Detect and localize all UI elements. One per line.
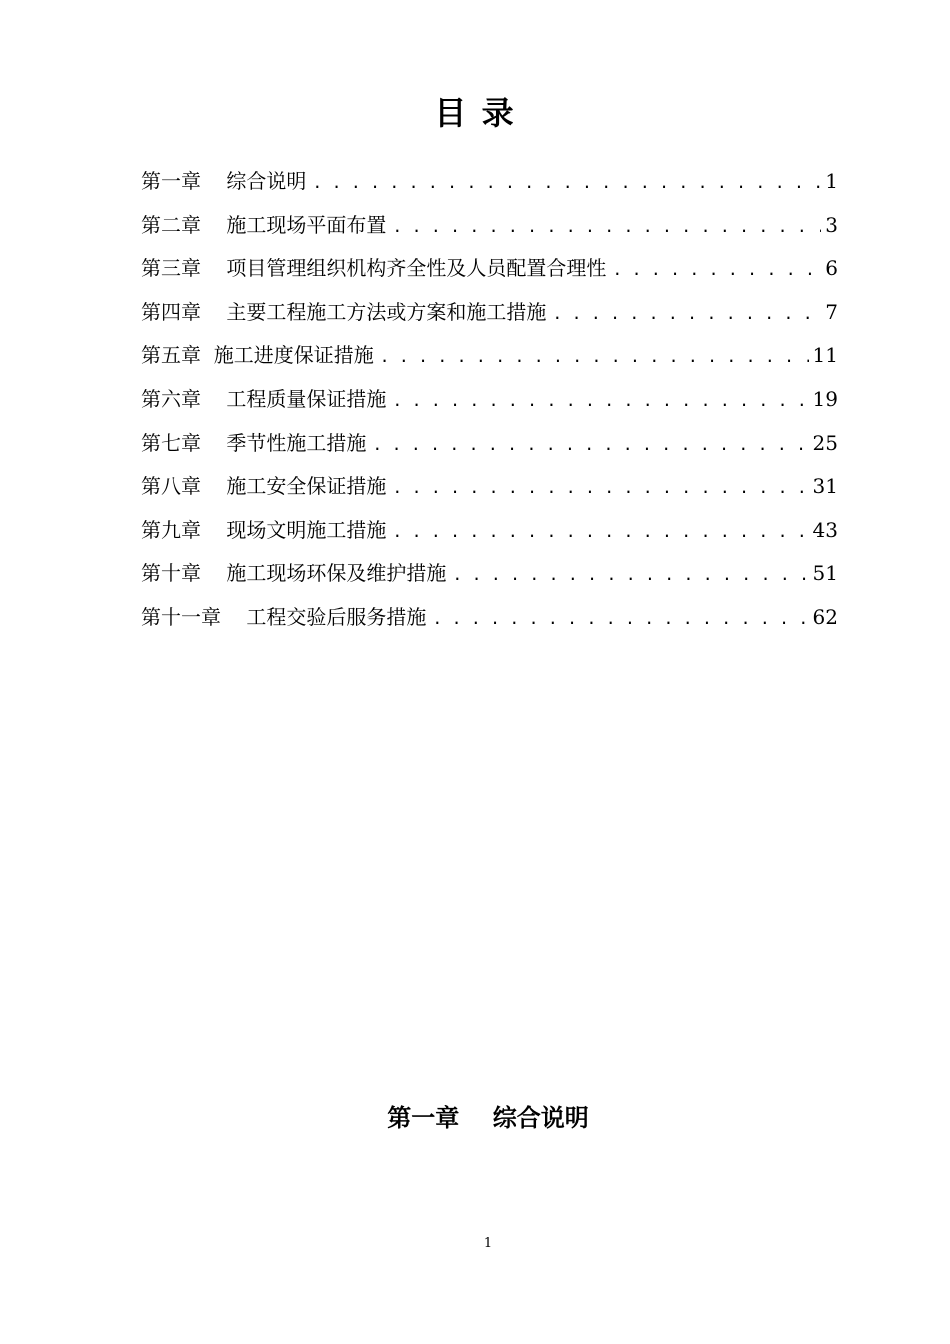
toc-entry-page: 43: [812, 517, 838, 542]
toc-entry-chapter-4[interactable]: [141, 291, 838, 335]
toc-entry-page: 1: [825, 169, 838, 193]
toc-entry-chapter-6[interactable]: [141, 378, 838, 422]
toc-entry-chapter-5[interactable]: [141, 334, 838, 378]
toc-dot-leader: [380, 335, 809, 379]
toc-entry-page: 51: [812, 561, 838, 586]
toc-entry-text: 第四章 主要工程施工方法或方案和施工措施: [141, 299, 547, 324]
toc-dot-leader: [392, 379, 808, 423]
toc-dot-leader: [392, 510, 808, 554]
toc-entry-text: 第七章 季节性施工措施: [141, 430, 367, 455]
toc-entry-page: 7: [825, 299, 838, 324]
toc-entry-text: 第六章 工程质量保证措施: [141, 386, 387, 411]
toc-entry-text: 第十一章 工程交验后服务措施: [141, 604, 427, 629]
toc-entry-chapter-10[interactable]: [141, 552, 838, 596]
toc-dot-leader: [552, 292, 821, 336]
toc-entry-page: 62: [812, 604, 838, 629]
toc-entry-page: 11: [812, 343, 838, 368]
toc-entry-chapter-3[interactable]: [141, 247, 838, 291]
toc-entry-page: 3: [825, 212, 838, 237]
toc-entry-chapter-1[interactable]: [141, 160, 838, 204]
toc-list: [141, 160, 838, 640]
toc-entry-page: 6: [825, 256, 838, 281]
toc-dot-leader: [432, 597, 808, 641]
toc-entry-text: 第五章 施工进度保证措施: [141, 343, 374, 368]
toc-dot-leader: [312, 161, 821, 205]
toc-dot-leader: [612, 248, 821, 292]
toc-entry-page: 19: [812, 386, 838, 411]
toc-entry-text: 第十章 施工现场环保及维护措施: [141, 561, 447, 586]
toc-entry-page: 31: [812, 474, 838, 499]
toc-entry-text: 第八章 施工安全保证措施: [141, 474, 387, 499]
toc-dot-leader: [452, 553, 808, 597]
toc-entry-text: 第二章 施工现场平面布置: [141, 212, 387, 237]
toc-entry-page: 25: [812, 430, 838, 455]
toc-entry-chapter-2[interactable]: [141, 204, 838, 248]
toc-title: 目 录: [434, 94, 516, 132]
toc-dot-leader: [392, 466, 808, 510]
toc-entry-chapter-9[interactable]: [141, 509, 838, 553]
chapter-heading: 第一章 综合说明: [387, 1103, 589, 1132]
toc-entry-chapter-8[interactable]: [141, 465, 838, 509]
toc-entry-text: 第三章 项目管理组织机构齐全性及人员配置合理性: [141, 256, 607, 281]
toc-dot-leader: [392, 205, 821, 249]
toc-entry-text: 第九章 现场文明施工措施: [141, 517, 387, 542]
page-number: 1: [483, 1236, 493, 1251]
toc-entry-text: 第一章 综合说明: [141, 169, 307, 193]
toc-entry-chapter-7[interactable]: [141, 422, 838, 466]
toc-entry-chapter-11[interactable]: [141, 596, 838, 640]
toc-dot-leader: [372, 423, 808, 467]
